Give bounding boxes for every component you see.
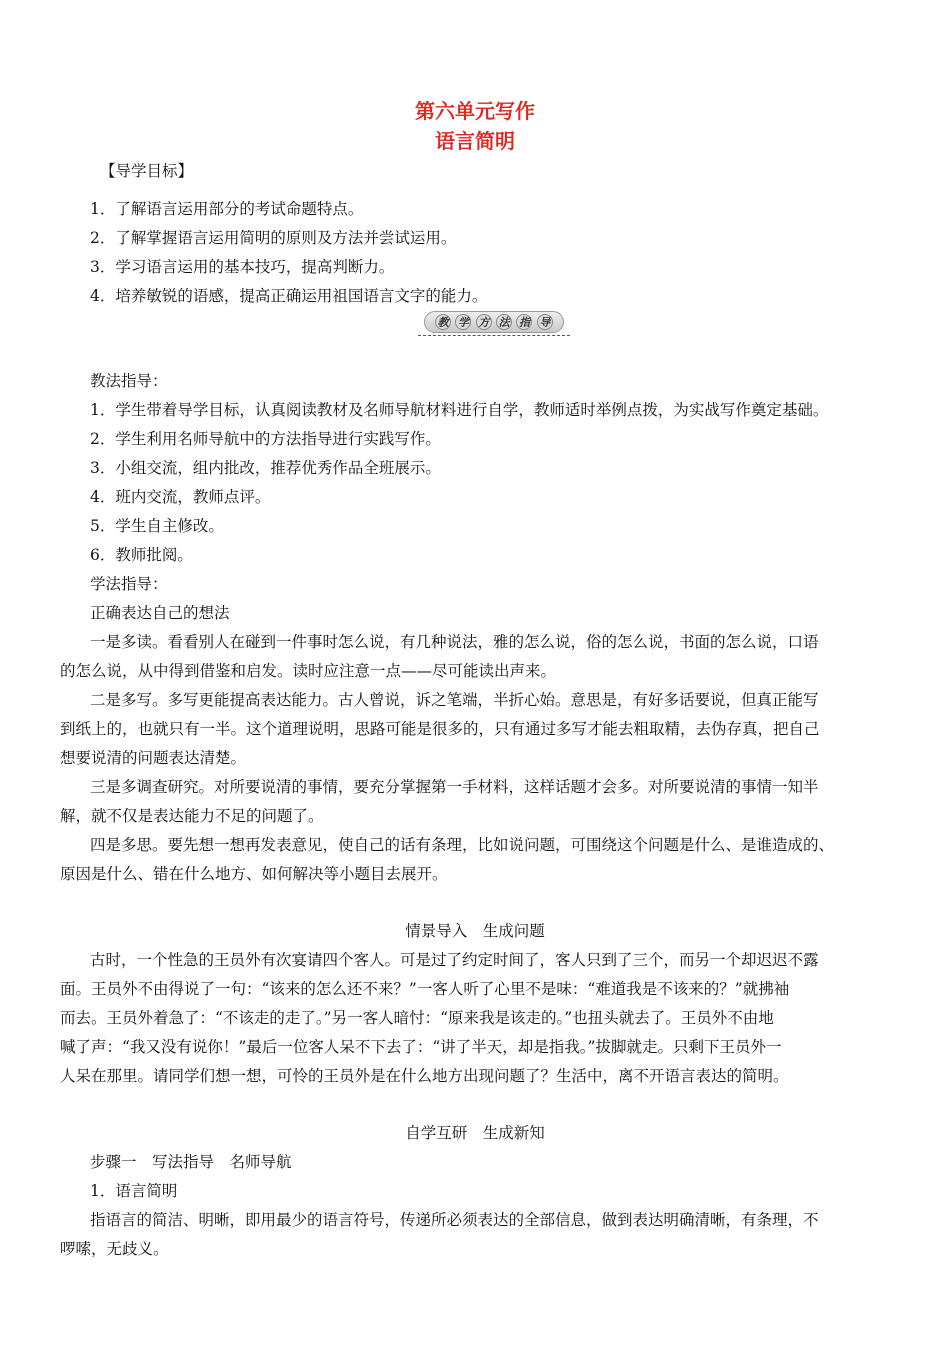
goals-header: 【导学目标】 bbox=[100, 162, 194, 180]
paragraph-line: 二是多写。多写更能提高表达能力。古人曾说，诉之笔端，半折心始。意思是，有好多话要说，但真正能写 bbox=[90, 691, 819, 709]
banner-char: 教 bbox=[435, 314, 451, 330]
paragraph-line: 的怎么说，从中得到借鉴和启发。读时应注意一点——尽可能读出声来。 bbox=[60, 662, 557, 680]
goal-item: 4．培养敏锐的语感，提高正确运用祖国语言文字的能力。 bbox=[90, 287, 488, 305]
paragraph-line: 四是多思。要先想一想再发表意见，使自己的话有条理，比如说问题，可围绕这个问题是什么、是谁造成的、 bbox=[90, 836, 835, 854]
teaching-item: 5．学生自主修改。 bbox=[90, 517, 224, 535]
section-title-selfstudy: 自学互研 生成新知 bbox=[405, 1124, 545, 1142]
teaching-item: 6．教师批阅。 bbox=[90, 546, 193, 564]
paragraph-line: 人呆在那里。请同学们想一想，可怜的王员外是在什么地方出现问题了？生活中，离不开语言表达的简明。 bbox=[60, 1067, 789, 1085]
teaching-item: 3．小组交流，组内批改，推荐优秀作品全班展示。 bbox=[90, 459, 441, 477]
paragraph-line: 指语言的简洁、明晰，即用最少的语言符号，传递所必须表达的全部信息，做到表达明确清晰，有条理，不 bbox=[90, 1211, 819, 1229]
paragraph-line: 一是多读。看看别人在碰到一件事时怎么说，有几种说法，雅的怎么说，俗的怎么说，书面的怎么说，口语 bbox=[90, 633, 819, 651]
document-title: 第六单元写作 bbox=[415, 99, 535, 123]
paragraph-line: 到纸上的，也就只有一半。这个道理说明，思路可能是很多的，只有通过多写才能去粗取精，去伪存真，把自己 bbox=[60, 720, 820, 738]
paragraph-line: 三是多调查研究。对所要说清的事情，要充分掌握第一手材料，这样话题才会多。对所要说清的事情一知半 bbox=[90, 778, 819, 796]
banner-char: 学 bbox=[455, 314, 471, 330]
teaching-item: 4．班内交流，教师点评。 bbox=[90, 488, 271, 506]
banner-char: 导 bbox=[537, 314, 553, 330]
teaching-item: 1．学生带着导学目标，认真阅读教材及名师导航材料进行自学，教师适时举例点拨，为实战写作奠定基础。 bbox=[90, 401, 829, 419]
section-title-scenario: 情景导入 生成问题 bbox=[405, 922, 545, 940]
learning-header: 学法指导： bbox=[90, 575, 168, 593]
paragraph-line: 想要说清的问题表达清楚。 bbox=[60, 749, 247, 767]
goal-item: 2．了解掌握语言运用简明的原则及方法并尝试运用。 bbox=[90, 229, 457, 247]
teaching-method-banner bbox=[424, 311, 564, 339]
paragraph-line: 啰嗦，无歧义。 bbox=[60, 1240, 169, 1258]
teaching-item: 2．学生利用名师导航中的方法指导进行实践写作。 bbox=[90, 430, 441, 448]
banner-char: 法 bbox=[496, 314, 512, 330]
banner-char: 方 bbox=[476, 314, 492, 330]
document-subtitle: 语言简明 bbox=[435, 129, 515, 153]
banner-pill bbox=[424, 311, 564, 333]
paragraph-line: 古时，一个性急的王员外有次宴请四个客人。可是过了约定时间了，客人只到了三个，而另一个却迟迟不露 bbox=[90, 951, 819, 969]
goal-item: 3．学习语言运用的基本技巧，提高判断力。 bbox=[90, 258, 395, 276]
paragraph-line: 原因是什么、错在什么地方、如何解决等小题目去展开。 bbox=[60, 865, 448, 883]
banner-dashed-rule bbox=[418, 335, 570, 336]
learning-subheading: 正确表达自己的想法 bbox=[90, 604, 230, 622]
banner-char: 指 bbox=[516, 314, 532, 330]
item-heading: 1．语言简明 bbox=[90, 1182, 178, 1200]
paragraph-line: 而去。王员外着急了：“不该走的走了。”另一客人暗忖：“原来我是该走的。”也扭头就去了。王员外不由地 bbox=[60, 1009, 774, 1027]
goal-item: 1．了解语言运用部分的考试命题特点。 bbox=[90, 200, 364, 218]
paragraph-line: 解，就不仅是表达能力不足的问题了。 bbox=[60, 807, 324, 825]
step-heading: 步骤一 写法指导 名师导航 bbox=[90, 1153, 292, 1171]
teaching-header: 教法指导： bbox=[90, 372, 168, 390]
paragraph-line: 喊了声：“我又没有说你！”最后一位客人呆不下去了：“讲了半天，却是指我。”拔脚就走。只剩下王员外一 bbox=[60, 1038, 782, 1056]
paragraph-line: 面。王员外不由得说了一句：“该来的怎么还不来？”一客人听了心里不是味：“难道我是不该来的？”就拂袖 bbox=[60, 980, 790, 998]
